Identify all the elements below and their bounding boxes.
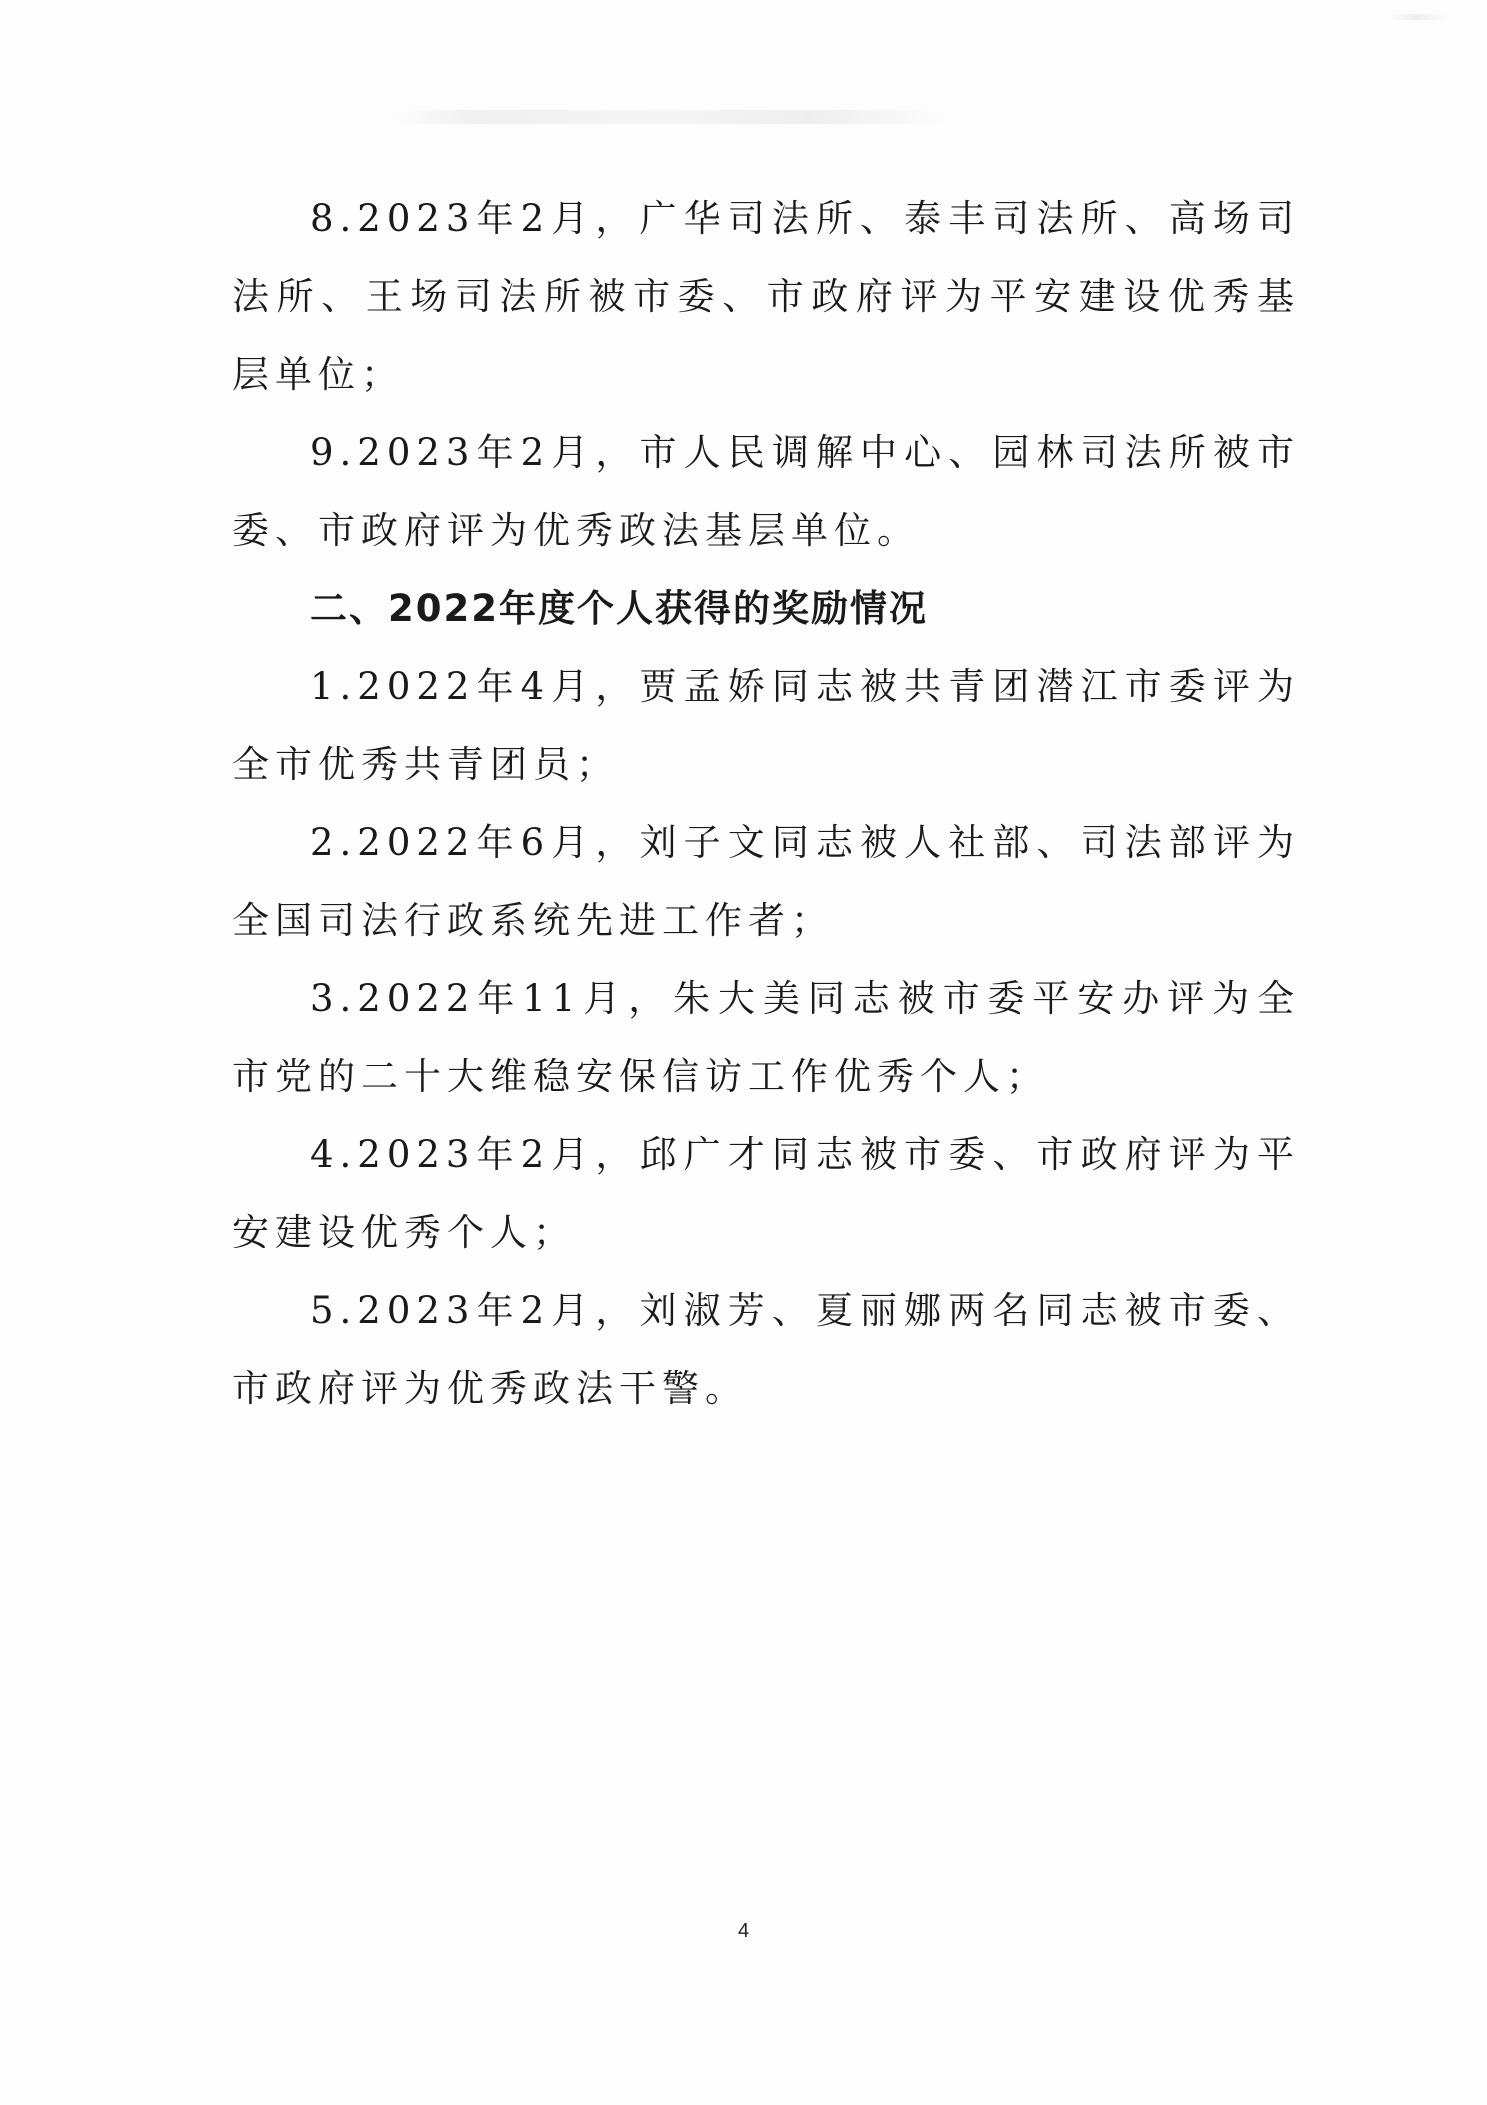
paragraph-individual-1: 1.2022年4月，贾孟娇同志被共青团潜江市委评为全市优秀共青团员； <box>232 665 1300 786</box>
paragraph-individual-3: 3.2022年11月，朱大美同志被市委平安办评为全市党的二十大维稳安保信访工作优秀个人； <box>232 977 1300 1098</box>
paragraph-individual-4: 4.2023年2月，邱广才同志被市委、市政府评为平安建设优秀个人； <box>232 1133 1300 1254</box>
page-number: 4 <box>737 1920 750 1942</box>
paragraph-individual-2: 2.2022年6月，刘子文同志被人社部、司法部评为全国司法行政系统先进工作者； <box>232 821 1300 942</box>
scan-artifact <box>390 110 950 124</box>
scan-artifact <box>1387 14 1447 20</box>
section-heading: 二、2022年度个人获得的奖励情况 <box>310 587 928 630</box>
paragraph-item-9: 9.2023年2月，市人民调解中心、园林司法所被市委、市政府评为优秀政法基层单位。 <box>232 431 1300 552</box>
paragraph-individual-5: 5.2023年2月，刘淑芳、夏丽娜两名同志被市委、市政府评为优秀政法干警。 <box>232 1289 1300 1410</box>
document-body <box>232 180 1300 1428</box>
paragraph-item-8: 8.2023年2月，广华司法所、泰丰司法所、高场司法所、王场司法所被市委、市政府评为平安建设优秀基层单位； <box>232 197 1300 396</box>
